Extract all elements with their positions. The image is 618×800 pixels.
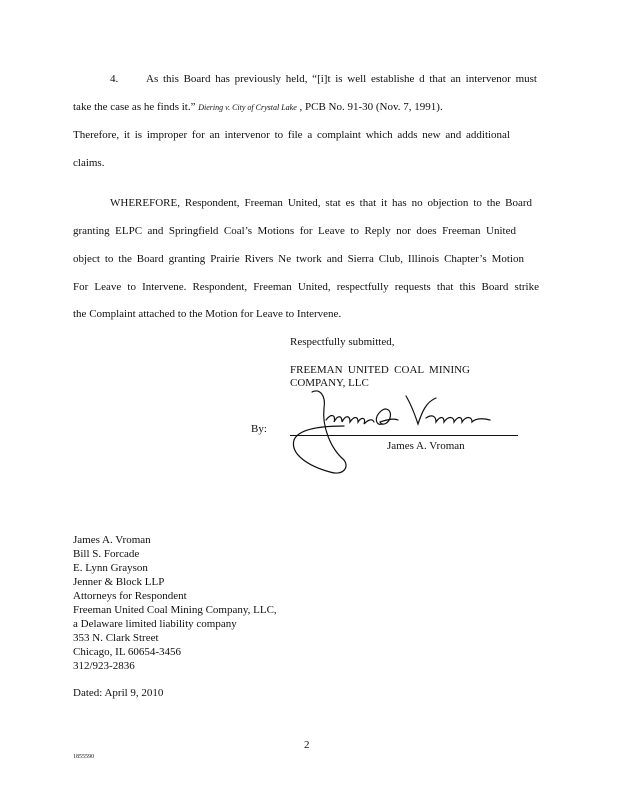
handwritten-signature — [286, 386, 492, 478]
paragraph-4-line-3: Therefore, it is improper for an intervenor to file a complaint which adds new and additional — [73, 129, 510, 141]
paragraph-4-line-2-post: , PCB No. 91-30 (Nov. 7, 1991). — [299, 101, 443, 113]
attorney-block-line: E. Lynn Grayson — [73, 562, 148, 574]
wherefore-line-3: object to the Board granting Prairie Rivers Ne twork and Sierra Club, Illinois Chapter’s Motion — [73, 253, 524, 265]
paragraph-number: 4. — [110, 73, 119, 85]
document-id: 1855590 — [73, 754, 94, 760]
attorney-block-line: 353 N. Clark Street — [73, 632, 159, 644]
wherefore-line-2: granting ELPC and Springfield Coal’s Motions for Leave to Reply nor does Freeman United — [73, 225, 516, 237]
attorney-block-line: a Delaware limited liability company — [73, 618, 237, 630]
attorney-block-line: Chicago, IL 60654-3456 — [73, 646, 182, 658]
company-name-line-1: FREEMAN UNITED COAL MINING — [290, 364, 470, 376]
wherefore-line-1: WHEREFORE, Respondent, Freeman United, stat es that it has no objection to the Board — [110, 197, 532, 209]
signer-name: James A. Vroman — [387, 440, 465, 452]
signature-line — [290, 435, 518, 436]
wherefore-line-4: For Leave to Intervene. Respondent, Freeman United, respectfully requests that this Board strike — [73, 281, 539, 293]
wherefore-line-5: the Complaint attached to the Motion for Leave to Intervene. — [73, 308, 342, 320]
attorney-block-line: Bill S. Forcade — [73, 548, 140, 560]
company-name-line-2: COMPANY, LLC — [290, 377, 369, 389]
paragraph-4-line-4: claims. — [73, 157, 105, 169]
closing: Respectfully submitted, — [290, 336, 395, 348]
page-number: 2 — [304, 739, 310, 751]
paragraph-4-line-2-pre: take the case as he finds it.” — [73, 101, 196, 113]
paragraph-4-line-2 — [73, 101, 524, 114]
attorney-block-line: Jenner & Block LLP — [73, 576, 165, 588]
dated: Dated: April 9, 2010 — [73, 687, 164, 699]
paragraph-4-line-1: As this Board has previously held, “[i]t is well establishe d that an intervenor must — [146, 73, 537, 85]
attorney-block-line: Freeman United Coal Mining Company, LLC, — [73, 604, 277, 616]
attorney-block-line: 312/923-2836 — [73, 660, 135, 672]
by-label: By: — [251, 423, 267, 435]
attorney-block-line: James A. Vroman — [73, 534, 151, 546]
attorney-block-line: Attorneys for Respondent — [73, 590, 187, 602]
case-citation: Diering v. City of Crystal Lake — [198, 103, 297, 112]
